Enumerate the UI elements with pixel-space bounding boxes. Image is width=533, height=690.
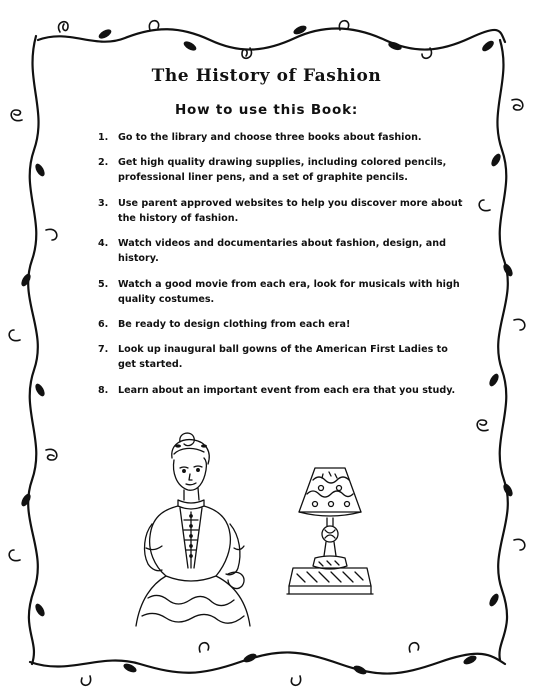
instruction-number: 4. xyxy=(98,238,109,250)
instruction-item xyxy=(98,383,468,398)
instruction-text: Watch a good movie from each era, look for musicals with high quality costumes. xyxy=(118,278,460,305)
instruction-item xyxy=(98,155,468,185)
instruction-number: 2. xyxy=(98,157,109,169)
instructions-heading: How to use this Book: xyxy=(174,102,359,118)
patterned-lamp-illustration xyxy=(285,462,375,602)
instruction-number: 6. xyxy=(98,318,109,330)
instruction-item xyxy=(98,130,468,145)
instruction-text: Be ready to design clothing from each era! xyxy=(118,318,351,330)
instruction-text: Learn about an important event from each era that you study. xyxy=(118,384,456,396)
instruction-item xyxy=(98,342,468,372)
instruction-list xyxy=(98,130,468,408)
instruction-text: Use parent approved websites to help you discover more about the history of fashion. xyxy=(118,197,463,224)
instruction-number: 7. xyxy=(98,344,109,356)
instruction-number: 1. xyxy=(98,132,109,143)
instruction-item xyxy=(98,236,468,266)
victorian-woman-illustration xyxy=(118,428,268,628)
instruction-text: Look up inaugural ball gowns of the American First Ladies to get started. xyxy=(118,344,448,371)
instruction-item xyxy=(98,196,468,226)
instruction-number: 5. xyxy=(98,278,109,290)
instruction-item xyxy=(98,317,468,332)
instruction-text: Get high quality drawing supplies, including colored pencils, professional liner pens, and a set of graphite pencils. xyxy=(118,157,447,184)
instruction-number: 8. xyxy=(98,384,109,396)
instruction-text: Go to the library and choose three books about fashion. xyxy=(118,132,422,143)
instruction-number: 3. xyxy=(98,197,109,209)
instruction-item xyxy=(98,277,468,307)
page-title: The History of Fashion xyxy=(151,66,382,86)
instruction-text: Watch videos and documentaries about fashion, design, and history. xyxy=(118,238,446,265)
